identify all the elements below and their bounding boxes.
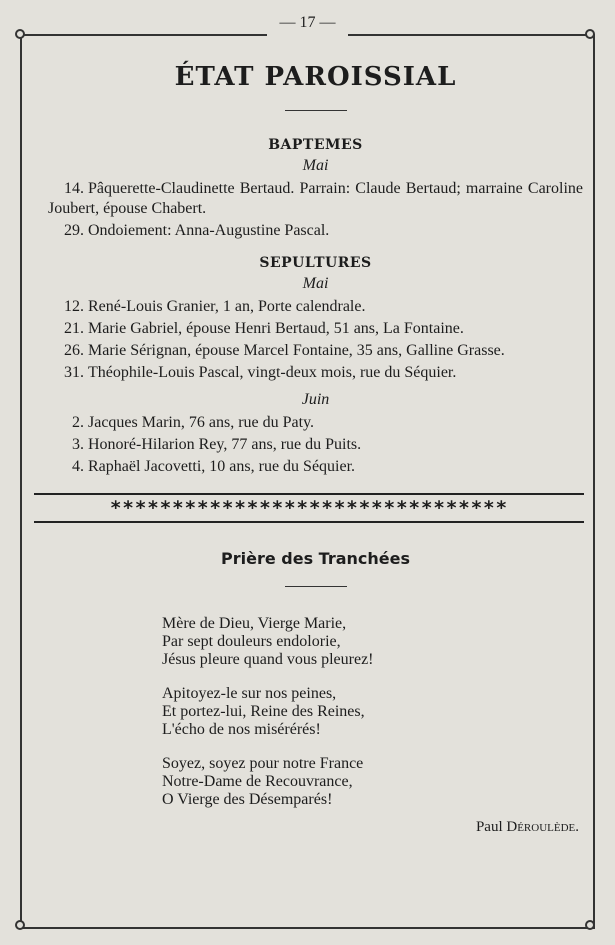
poem-verse: Notre-Dame de Recouvrance, — [162, 773, 353, 790]
poem-verse: L'écho de nos misérérés! — [162, 721, 321, 738]
entry-text: Pâquerette-Claudinette Bertaud. Parrain: Claude Bertaud; marraine Caroline Joubert, épouse Chabert. — [48, 180, 583, 217]
poem-stanza — [162, 685, 583, 739]
page-number: — 17 — — [279, 14, 336, 31]
entry-text: Théophile-Louis Pascal, vingt-deux mois, rue du Séquier. — [88, 364, 457, 381]
corner-ornament-icon — [15, 29, 25, 39]
entry-text: Honoré-Hilarion Rey, 77 ans, rue du Puits. — [88, 436, 362, 453]
entry-number: 26. — [64, 342, 84, 359]
prayer-title-rule — [285, 586, 347, 587]
register-entry — [48, 363, 583, 383]
star-divider — [34, 493, 584, 523]
register-entry — [48, 221, 583, 241]
divider-rule — [34, 521, 584, 523]
entry-text: Marie Gabriel, épouse Henri Bertaud, 51 ans, La Fontaine. — [88, 320, 464, 337]
poem-verse: Soyez, soyez pour notre France — [162, 755, 364, 772]
corner-ornament-icon — [585, 920, 595, 930]
entry-number: 2. — [72, 414, 84, 431]
register-entry — [48, 297, 583, 317]
entry-number: 31. — [64, 364, 84, 381]
poem-stanza — [162, 615, 583, 669]
entry-text: Marie Sérignan, épouse Marcel Fontaine, 35 ans, Galline Grasse. — [88, 342, 505, 359]
entry-number: 14. — [64, 180, 84, 197]
divider-rule — [34, 493, 584, 495]
page-title: ÉTAT PAROISSIAL — [174, 62, 457, 92]
poem-verse: Et portez-lui, Reine des Reines, — [162, 703, 365, 720]
corner-ornament-icon — [585, 29, 595, 39]
poem-verse: Jésus pleure quand vous pleurez! — [162, 651, 374, 668]
poem-verse: Mère de Dieu, Vierge Marie, — [162, 615, 347, 632]
prayer-title: Prière des Tranchées — [221, 549, 410, 568]
register-entry — [48, 413, 583, 433]
entry-text: Ondoiement: Anna-Augustine Pascal. — [88, 222, 330, 239]
month-heading-juin: Juin — [301, 391, 330, 408]
poem-author — [48, 819, 583, 836]
entry-text: René-Louis Granier, 1 an, Porte calendrale. — [88, 298, 366, 315]
divider-stars: ******************************** — [109, 497, 509, 519]
register-entry — [48, 341, 583, 361]
sepultures-section — [48, 255, 583, 477]
section-heading-sepultures: SEPULTURES — [259, 255, 372, 271]
author-first-name: Paul — [475, 819, 503, 835]
poem-verse: Apitoyez-le sur nos peines, — [162, 685, 337, 702]
month-heading-mai: Mai — [302, 157, 329, 174]
entry-text: Jacques Marin, 76 ans, rue du Paty. — [88, 414, 315, 431]
register-entry — [48, 457, 583, 477]
poem-verse: O Vierge des Désemparés! — [162, 791, 333, 808]
section-heading-baptemes: BAPTEMES — [268, 137, 363, 153]
entry-number: 3. — [72, 436, 84, 453]
title-rule — [285, 110, 347, 111]
baptemes-section — [48, 137, 583, 241]
month-heading-mai: Mai — [302, 275, 329, 292]
entry-number: 21. — [64, 320, 84, 337]
register-entry — [48, 179, 583, 219]
corner-ornament-icon — [15, 920, 25, 930]
entry-text: Raphaël Jacovetti, 10 ans, rue du Séquier. — [88, 458, 356, 475]
poem-stanza — [162, 755, 583, 809]
author-last-name: Déroulède. — [506, 819, 579, 835]
register-entry — [48, 435, 583, 455]
entry-number: 4. — [72, 458, 84, 475]
page-content — [48, 58, 583, 836]
poem-verse: Par sept douleurs endolorie, — [162, 633, 341, 650]
entry-number: 29. — [64, 222, 84, 239]
poem — [162, 615, 583, 809]
register-entry — [48, 319, 583, 339]
entry-number: 12. — [64, 298, 84, 315]
